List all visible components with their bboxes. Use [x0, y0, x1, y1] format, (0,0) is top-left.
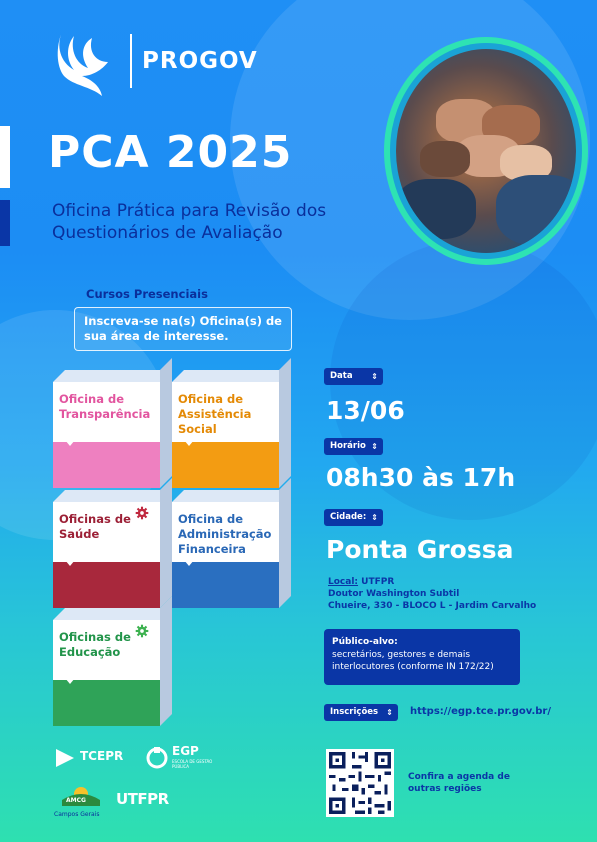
qr-code[interactable]: [326, 749, 394, 817]
amcg-logo: [52, 784, 112, 820]
location-label: Local:: [328, 577, 359, 587]
registration-label-pill: [324, 704, 398, 721]
card-color-band: [53, 680, 160, 726]
location-line-1: UTFPR: [361, 577, 395, 587]
logo-separator: [130, 34, 132, 88]
audience-text: secretários, gestores e demais interlocutores (conforme IN 172/22): [332, 650, 494, 672]
chevron-updown-icon: ⇕: [371, 513, 378, 522]
chevron-updown-icon: ⇕: [371, 442, 378, 451]
time-label-pill: [324, 438, 383, 455]
workshop-card-assistencia-social[interactable]: [172, 370, 279, 488]
egp-logo-icon: [146, 745, 168, 769]
card-top: [172, 370, 291, 382]
brand-name: PROGOV: [142, 48, 258, 74]
utfpr-logo-text: UTFPR: [116, 790, 169, 808]
workshop-card-administracao-financeira[interactable]: [172, 490, 279, 608]
chevron-updown-icon: ⇕: [371, 372, 378, 381]
workshop-label: Oficinas de Saúde: [59, 512, 131, 541]
sleeve-shape: [396, 179, 476, 239]
card-side: [160, 478, 172, 608]
workshop-card-transparencia[interactable]: [53, 370, 160, 488]
agenda-link-text: Confira a agenda de outras regiões: [408, 772, 510, 794]
card-notch: [65, 440, 75, 446]
amcg-logo-subtext: Campos Gerais: [54, 811, 100, 818]
chevron-updown-icon: ⇕: [386, 708, 393, 717]
date-label-pill: [324, 368, 383, 385]
workshop-label: Oficina de Administração Financeira: [178, 512, 272, 556]
time-label: Horário: [330, 441, 366, 451]
amcg-logo-text: AMCG: [66, 797, 86, 804]
courses-label: Cursos Presenciais: [86, 287, 208, 301]
gear-icon: [135, 624, 149, 638]
date-label: Data: [330, 371, 353, 381]
workshop-label: Oficina de Transparência: [59, 392, 151, 421]
sleeve-shape: [496, 175, 576, 245]
location-line-3: Chueire, 330 - BLOCO L - Jardim Carvalho: [328, 601, 537, 611]
audience-label: Público-alvo:: [332, 637, 398, 647]
subtitle-accent-bar: [0, 200, 10, 246]
card-color-band: [53, 562, 160, 608]
tcepr-logo: [54, 745, 134, 771]
workshop-label: Oficina de Assistência Social: [178, 392, 252, 436]
event-time: 08h30 às 17h: [326, 463, 516, 492]
enroll-text: Inscreva-se na(s) Oficina(s) de sua área de interesse.: [84, 314, 282, 343]
location-line-2: Doutor Washington Subtil: [328, 589, 460, 599]
event-city: Ponta Grossa: [326, 535, 514, 564]
tcepr-logo-text: TCEPR: [80, 749, 124, 763]
egp-logo-text: EGP: [172, 744, 199, 758]
card-notch: [65, 678, 75, 684]
card-notch: [184, 440, 194, 446]
page-title: PCA 2025: [48, 127, 293, 178]
progov-logo-icon: [52, 26, 116, 100]
card-side: [279, 358, 291, 488]
egp-logo: [146, 743, 226, 773]
card-top: [172, 490, 291, 502]
registration-label: Inscrições: [330, 707, 379, 717]
card-color-band: [172, 562, 279, 608]
card-side: [160, 596, 172, 726]
card-side: [279, 478, 291, 608]
workshop-card-educacao[interactable]: [53, 608, 160, 726]
workshop-label: Oficinas de Educação: [59, 630, 131, 659]
event-date: 13/06: [326, 396, 405, 425]
gear-icon: [135, 506, 149, 520]
page-subtitle: Oficina Prática para Revisão dos Questionários de Avaliação: [52, 201, 327, 243]
card-top: [53, 608, 172, 620]
title-accent-bar: [0, 126, 10, 188]
workshop-card-saude[interactable]: [53, 490, 160, 608]
card-notch: [184, 560, 194, 566]
card-color-band: [53, 442, 160, 488]
city-label-pill: [324, 509, 383, 526]
card-top: [53, 490, 172, 502]
card-notch: [65, 560, 75, 566]
teamwork-photo: [396, 49, 576, 253]
card-top: [53, 370, 172, 382]
city-label: Cidade:: [330, 512, 367, 522]
event-location: [328, 576, 588, 612]
tcepr-logo-icon: [54, 747, 76, 769]
utfpr-logo: [116, 790, 176, 812]
card-side: [160, 358, 172, 488]
egp-logo-subtext: ESCOLA DE GESTÃO PÚBLICA: [172, 759, 213, 769]
hand-shape: [420, 141, 470, 177]
registration-link[interactable]: https://egp.tce.pr.gov.br/: [410, 706, 552, 717]
card-color-band: [172, 442, 279, 488]
